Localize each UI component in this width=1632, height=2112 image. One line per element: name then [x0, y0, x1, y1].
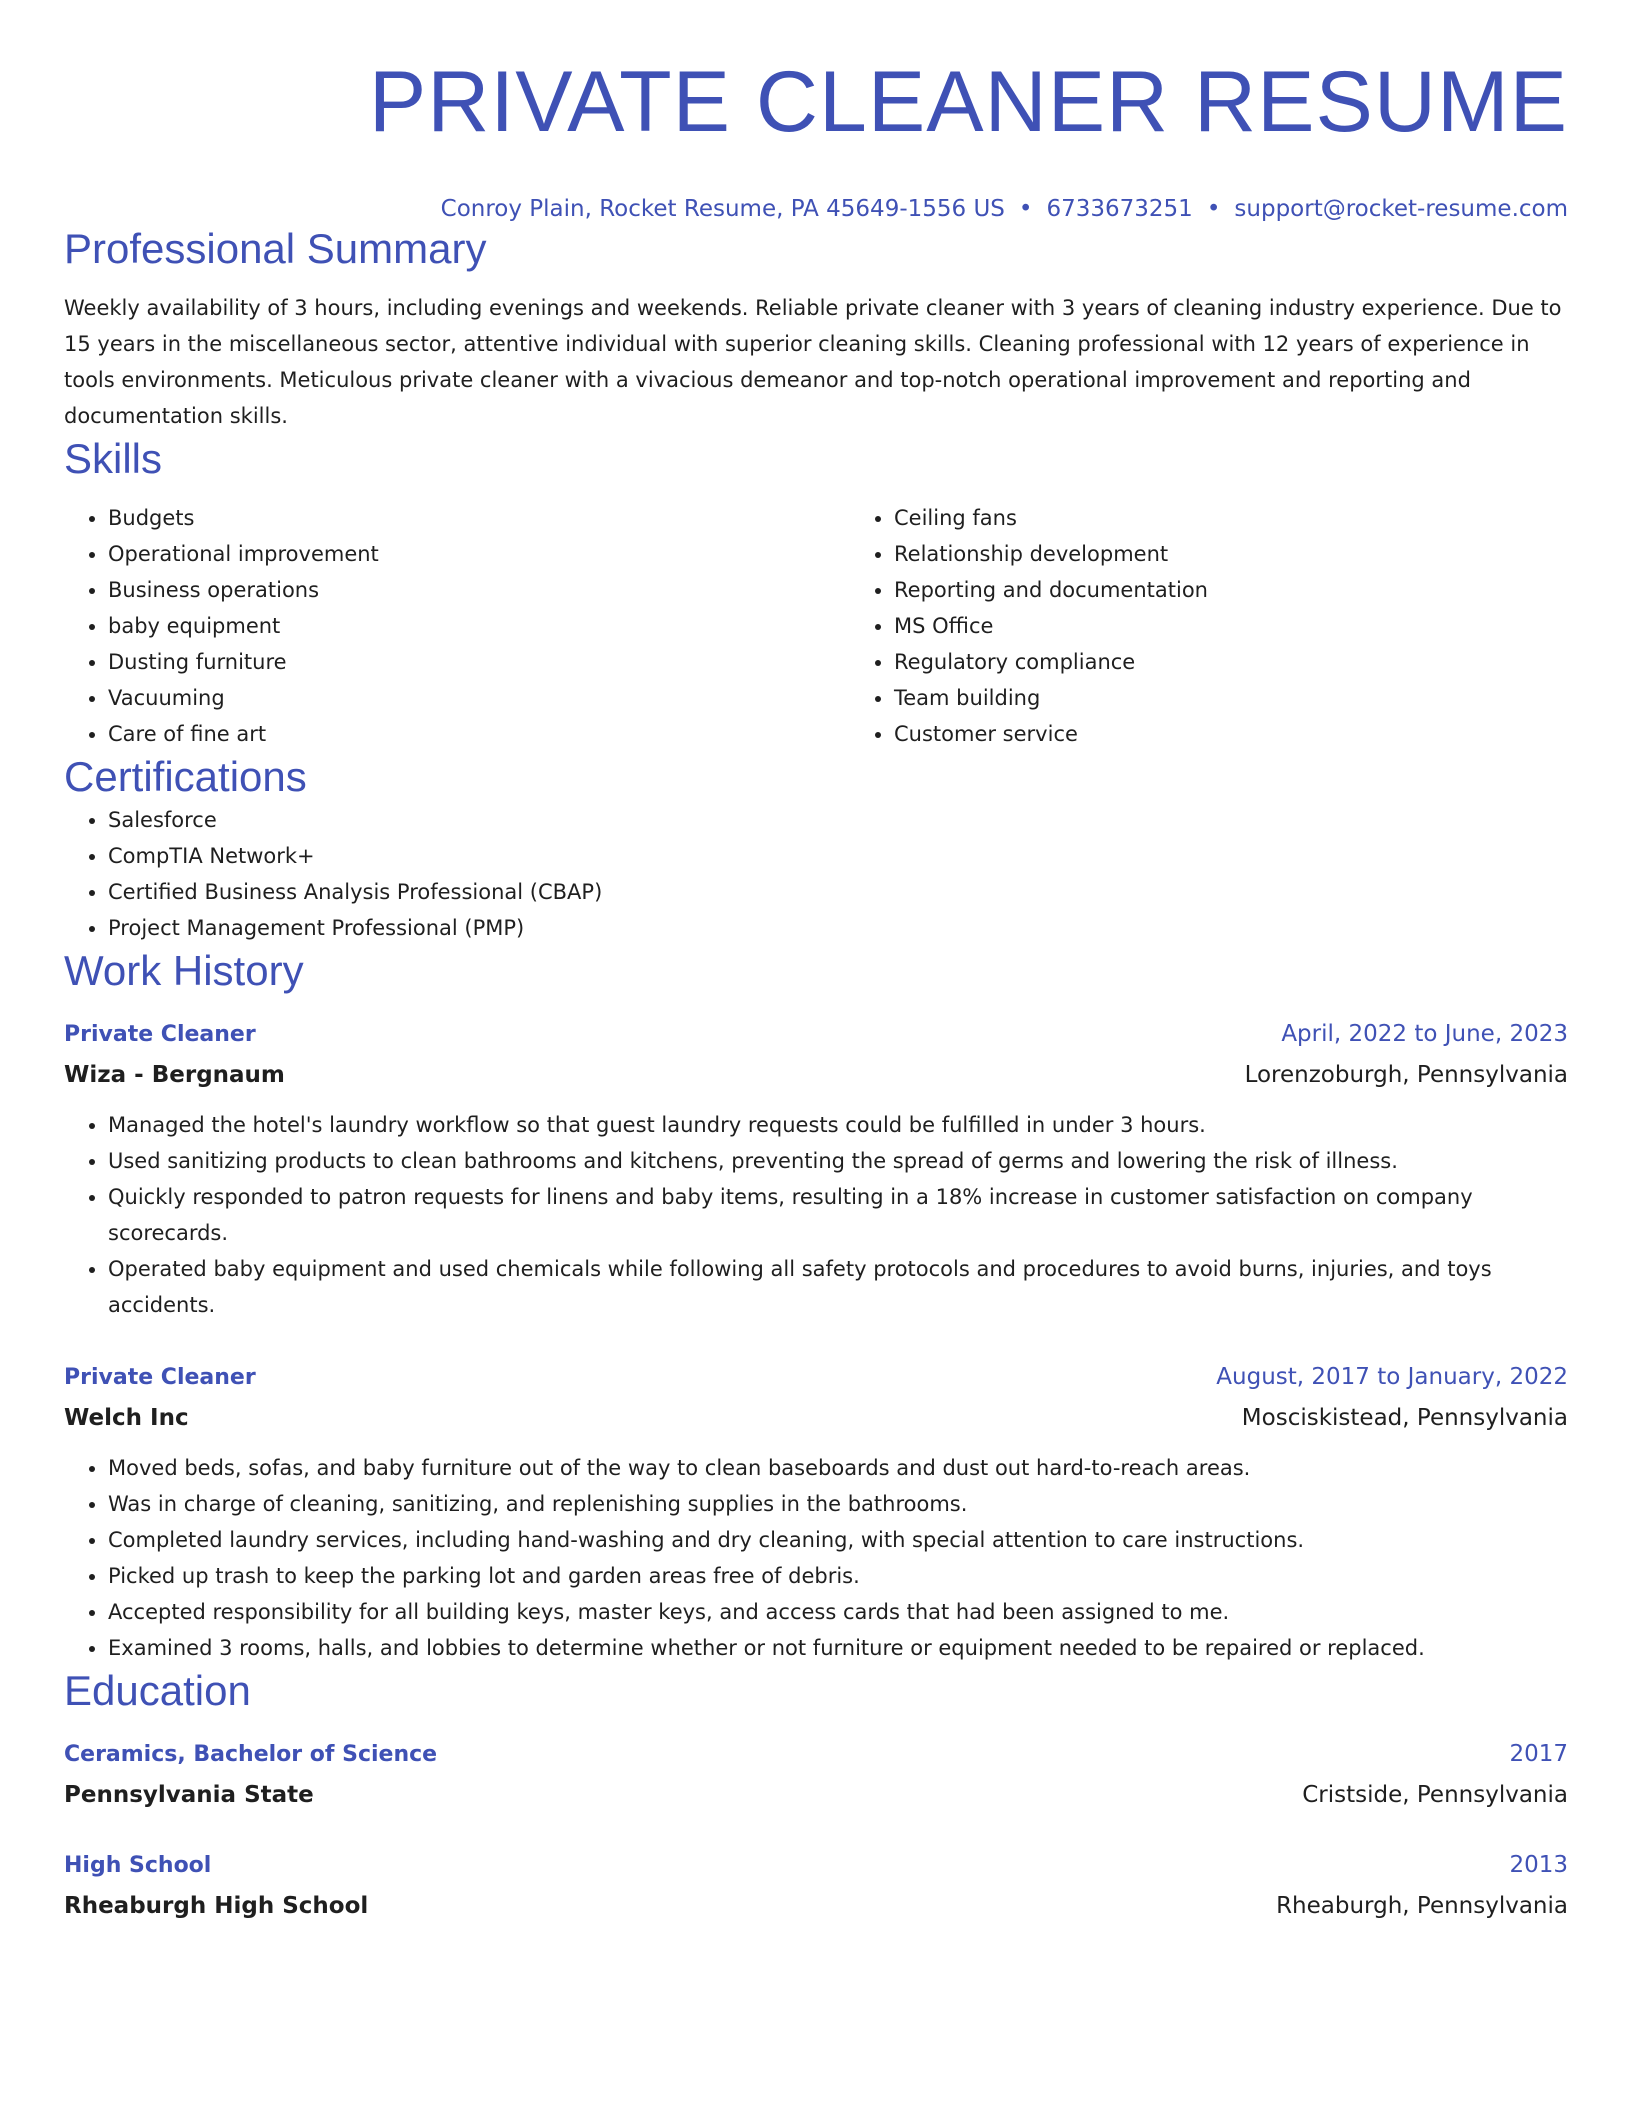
education-entry — [64, 1845, 1568, 1926]
contact-address: Conroy Plain, Rocket Resume, PA 45649-1556 US — [440, 196, 1005, 222]
certification-item: • Salesforce — [108, 802, 1568, 838]
job-company-row — [64, 1398, 1568, 1438]
job-entry — [64, 1014, 1568, 1323]
job-bullet: • Picked up trash to keep the parking lot and garden areas free of debris. — [108, 1558, 1568, 1594]
education-header-row — [64, 1734, 1568, 1775]
job-dates: August, 2017 to January, 2022 — [1216, 1364, 1568, 1390]
work-history-heading: Work History — [64, 947, 304, 994]
contact-email[interactable]: support@rocket-resume.com — [1234, 196, 1568, 222]
job-header-row — [64, 1357, 1568, 1398]
education-year: 2017 — [1509, 1741, 1568, 1767]
skill-item: • MS Office — [894, 608, 1632, 644]
education-location: Cristside, Pennsylvania — [1302, 1782, 1568, 1808]
skill-item: • Care of fine art — [108, 716, 850, 752]
skill-item: • Business operations — [108, 572, 850, 608]
education-school: Pennsylvania State — [64, 1782, 314, 1808]
skill-item: • Team building — [894, 680, 1632, 716]
job-location: Mosciskistead, Pennsylvania — [1241, 1405, 1568, 1431]
skills-list-left — [64, 500, 850, 752]
contact-phone: 6733673251 — [1046, 196, 1193, 222]
job-bullet: • Quickly responded to patron requests for linens and baby items, resulting in a 18% increase in customer satisfaction on company scorecards. — [108, 1179, 1568, 1251]
certification-item: • Project Management Professional (PMP) — [108, 910, 1568, 946]
skill-item: • Vacuuming — [108, 680, 850, 716]
education-degree: High School — [64, 1853, 212, 1878]
resume-title: PRIVATE CLEANER RESUME — [368, 54, 1568, 150]
job-bullet: • Was in charge of cleaning, sanitizing, and replenishing supplies in the bathrooms. — [108, 1486, 1568, 1522]
skill-item: • baby equipment — [108, 608, 850, 644]
skills-columns — [64, 500, 1568, 752]
job-dates: April, 2022 to June, 2023 — [1281, 1021, 1568, 1047]
skill-item: • Operational improvement — [108, 536, 850, 572]
education-school: Rheaburgh High School — [64, 1893, 369, 1919]
job-bullet: • Used sanitizing products to clean bathrooms and kitchens, preventing the spread of germs and lowering the risk of illness. — [108, 1143, 1568, 1179]
education-school-row — [64, 1886, 1568, 1926]
job-bullet: • Examined 3 rooms, halls, and lobbies to determine whether or not furniture or equipment needed to be repaired or replaced. — [108, 1630, 1568, 1666]
skills-list-right — [850, 500, 1632, 752]
job-bullet: • Completed laundry services, including hand-washing and dry cleaning, with special attention to care instructions. — [108, 1522, 1568, 1558]
job-title: Private Cleaner — [64, 1022, 256, 1047]
education-heading: Education — [64, 1667, 251, 1714]
job-entry — [64, 1357, 1568, 1666]
skill-item: • Regulatory compliance — [894, 644, 1632, 680]
education-year: 2013 — [1509, 1852, 1568, 1878]
skill-item: • Ceiling fans — [894, 500, 1632, 536]
skill-item: • Dusting furniture — [108, 644, 850, 680]
contact-separator: • — [1018, 196, 1033, 222]
job-header-row — [64, 1014, 1568, 1055]
skill-item: • Budgets — [108, 500, 850, 536]
certification-item: • Certified Business Analysis Professional (CBAP) — [108, 874, 1568, 910]
education-header-row — [64, 1845, 1568, 1886]
education-degree: Ceramics, Bachelor of Science — [64, 1742, 438, 1767]
job-bullet: • Moved beds, sofas, and baby furniture out of the way to clean baseboards and dust out hard-to-reach areas. — [108, 1450, 1568, 1486]
job-location: Lorenzoburgh, Pennsylvania — [1244, 1062, 1568, 1088]
summary-heading: Professional Summary — [64, 225, 487, 272]
contact-line — [64, 194, 1568, 224]
job-bullet: • Operated baby equipment and used chemicals while following all safety protocols and procedures to avoid burns, injuries, and toys accidents. — [108, 1251, 1568, 1323]
job-title: Private Cleaner — [64, 1365, 256, 1390]
skill-item: • Relationship development — [894, 536, 1632, 572]
contact-separator: • — [1206, 196, 1221, 222]
job-bullets — [64, 1450, 1568, 1666]
certifications-list — [64, 802, 1568, 946]
education-entry — [64, 1734, 1568, 1815]
job-bullet: • Accepted responsibility for all building keys, master keys, and access cards that had been assigned to me. — [108, 1594, 1568, 1630]
job-company-row — [64, 1055, 1568, 1095]
summary-text: Weekly availability of 3 hours, including evenings and weekends. Reliable private cleaner with 3 years of cleaning industry experience. Due to 15 years in the miscellaneous sector, attentive individual with superior cleaning skills. Cleaning professional with 12 years of experience in tools environments. Meticulous private cleaner with a vivacious demeanor and top-notch operational improvement and reporting and documentation skills. — [64, 296, 1562, 428]
job-company: Welch Inc — [64, 1405, 189, 1431]
skill-item: • Customer service — [894, 716, 1632, 752]
job-company: Wiza - Bergnaum — [64, 1062, 285, 1088]
skill-item: • Reporting and documentation — [894, 572, 1632, 608]
education-location: Rheaburgh, Pennsylvania — [1276, 1893, 1568, 1919]
certification-item: • CompTIA Network+ — [108, 838, 1568, 874]
job-bullet: • Managed the hotel's laundry workflow so that guest laundry requests could be fulfilled in under 3 hours. — [108, 1107, 1568, 1143]
education-school-row — [64, 1775, 1568, 1815]
job-bullets — [64, 1107, 1568, 1323]
skills-heading: Skills — [64, 435, 163, 482]
certifications-heading: Certifications — [64, 753, 307, 800]
